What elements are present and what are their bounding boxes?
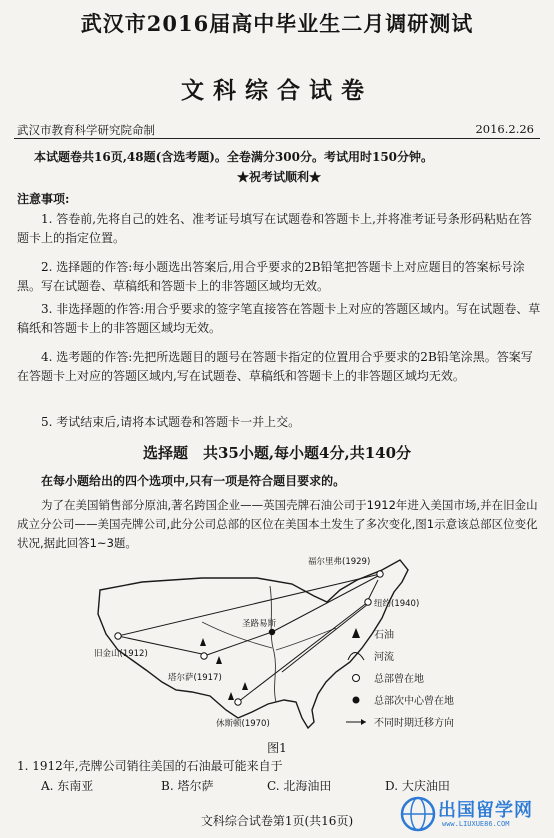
exam-title: 武汉市2016届高中毕业生二月调研测试 [80, 11, 474, 36]
city-label: 旧金山(1912) [94, 649, 148, 659]
oil-icon [216, 656, 222, 664]
city-label: 圣路易斯 [242, 619, 277, 629]
river [270, 586, 276, 702]
note-item: 5. 考试结束后,请将本试题卷和答题卡一并上交。 [41, 415, 301, 429]
migration-arrow [204, 632, 272, 656]
exam-summary: 本试题卷共16页,48题(含选考题)。全卷满分300分。考试用时150分钟。 [34, 150, 434, 164]
hq-legend-icon [353, 675, 360, 682]
hq-point [235, 699, 241, 705]
legend-label: 不同时期迁移方向 [374, 718, 454, 729]
sub-hq-legend-icon [353, 697, 360, 704]
figure-1-map [82, 552, 482, 738]
legend-label: 总部曾在地 [374, 674, 424, 685]
question-passage: 为了在美国销售部分原油,著名跨国企业——英国壳牌石油公司于1912年进入美国市场,并在旧金山成立分公司——美国壳牌公司,此分公司总部的区位在美国本土发生了多次变化,图1示意该总部区位变化状况,据此回答1~3题。 [17, 498, 538, 550]
city-label: 纽约(1940) [374, 599, 420, 609]
river [276, 628, 336, 650]
section-title: 选择题 共35小题,每小题4分,共140分 [142, 444, 412, 462]
oil-legend-icon [352, 628, 360, 638]
exam-wish: ★祝考试顺利★ [236, 170, 321, 184]
note-item: 2. 选择题的作答:每小题选出答案后,用合乎要求的2B铅笔把答题卡上对应题目的答案标号涂黑。写在试题卷、草稿纸和答题卡上的非答题区域均无效。 [17, 260, 525, 293]
note-item: 3. 非选择题的作答:用合乎要求的签字笔直接答在答题卡上对应的答题区域内。写在试题卷、草稿纸和答题卡上的非答题区域均无效。 [17, 302, 541, 335]
oil-icon [228, 692, 234, 700]
section-instruction: 在每小题给出的四个选项中,只有一项是符合题目要求的。 [41, 474, 346, 488]
city-label: 福尔里弗(1929) [308, 557, 371, 567]
map-legend [346, 628, 454, 729]
note-item: 1. 答卷前,先将自己的姓名、准考证号填写在试题卷和答题卡上,并将准考证号条形码粘贴在答题卡上的指定位置。 [17, 212, 532, 245]
migration-arrow [238, 602, 368, 702]
legend-label: 石油 [374, 630, 394, 641]
option-c: C. 北海油田 [267, 779, 332, 793]
option-d: D. 大庆油田 [385, 779, 450, 793]
option-a: A. 东南亚 [41, 779, 94, 793]
city-label: 塔尔萨(1917) [168, 673, 222, 683]
watermark-name: 出国留学网 [438, 800, 533, 821]
note-item: 4. 选考题的作答:先把所选题目的题号在答题卡指定的位置用合乎要求的2B铅笔涂黑。答案写在答题卡上对应的答题区域内,写在试题卷、草稿纸和答题卡上的非答题区域均无效。 [17, 350, 533, 383]
notes-heading: 注意事项: [17, 192, 70, 206]
legend-label: 总部次中心曾在地 [374, 696, 454, 707]
question-1-stem: 1. 1912年,壳牌公司销往美国的石油最可能来自于 [17, 759, 283, 773]
hq-point [115, 633, 121, 639]
migration-arrow [368, 580, 378, 600]
hq-point [201, 653, 207, 659]
figure-caption: 图1 [267, 741, 287, 755]
hq-point [365, 599, 371, 605]
hq-point [377, 571, 383, 577]
city-label: 休斯顿(1970) [216, 719, 270, 729]
issuer-line: 武汉市教育科学研究院命制 [17, 123, 155, 137]
header-divider [14, 138, 540, 139]
river-legend-icon [348, 653, 364, 661]
sub-hq-point [269, 629, 275, 635]
oil-icon [200, 638, 206, 646]
option-b: B. 塔尔萨 [161, 779, 214, 793]
watermark-url: www.LIUXUE86.COM [442, 820, 510, 828]
legend-label: 河流 [374, 652, 394, 663]
migration-arrow [272, 576, 378, 632]
page-footer: 文科综合试卷第1页(共16页) [200, 814, 354, 828]
exam-subtitle: 文科综合试卷 [181, 77, 373, 104]
exam-date: 2016.2.26 [475, 122, 534, 136]
oil-icon [242, 682, 248, 690]
